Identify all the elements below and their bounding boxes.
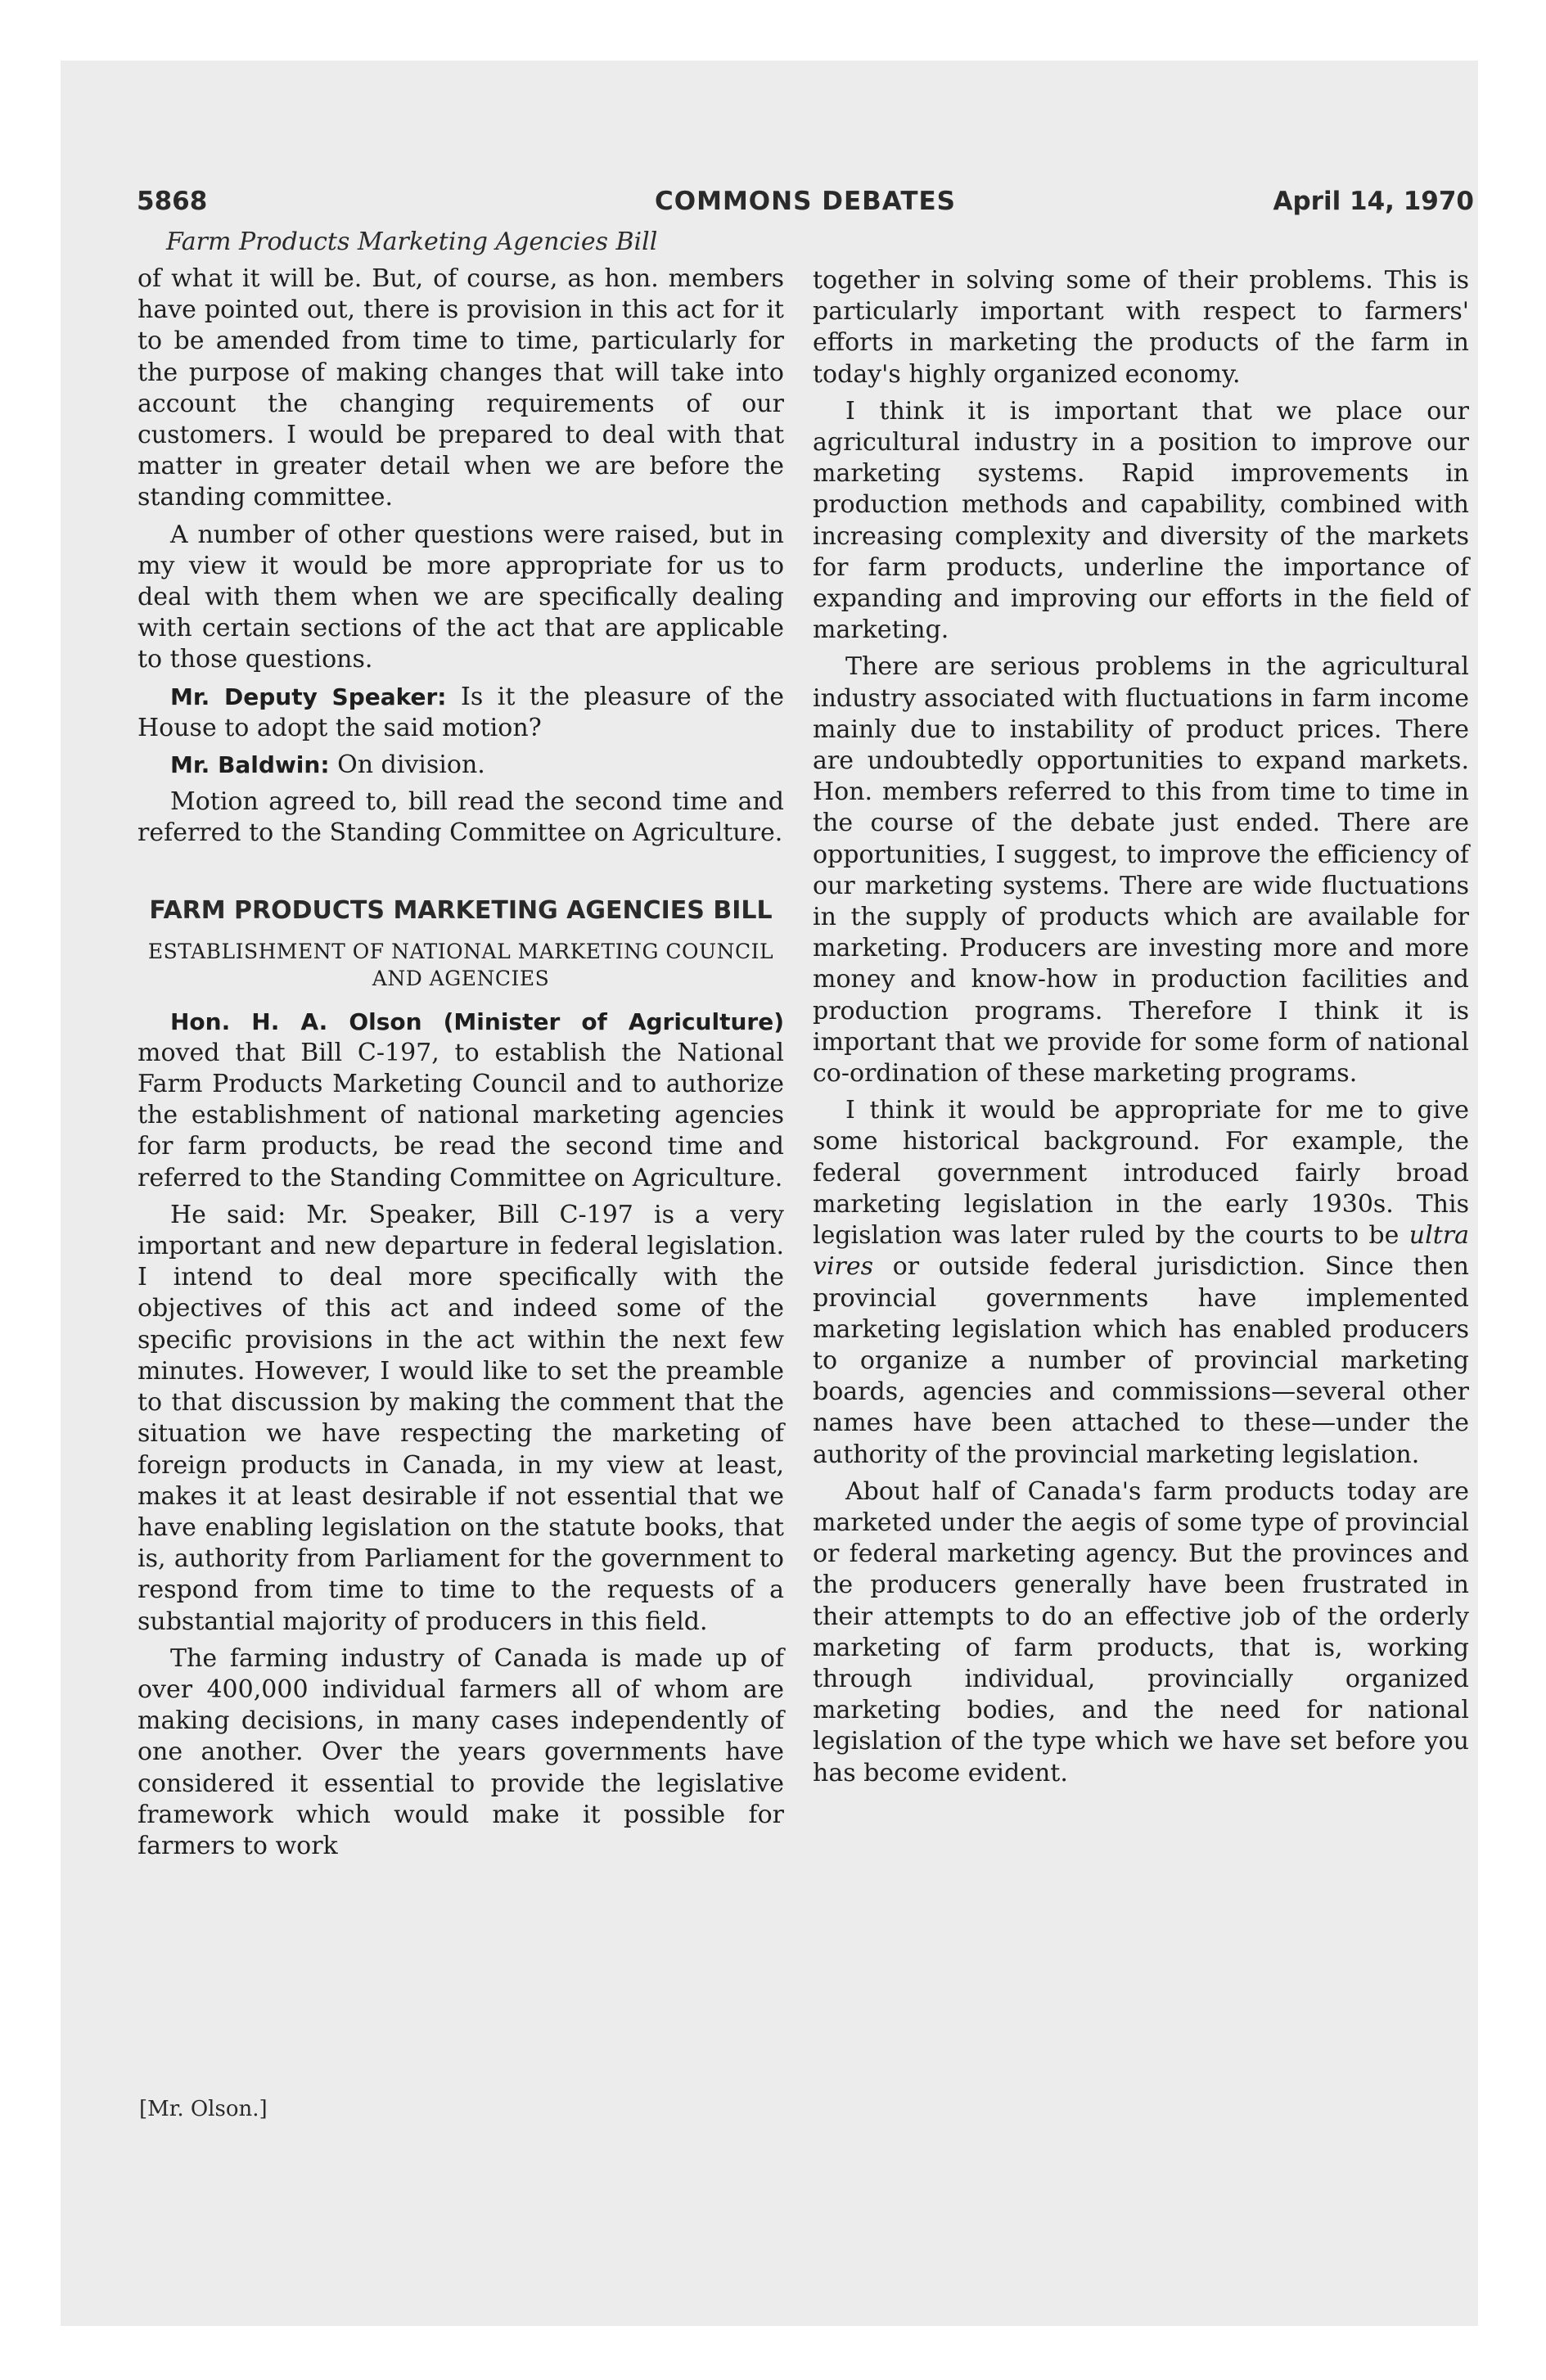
speech-text: Is it the pleasure of the House to adopt the said motion? bbox=[137, 682, 784, 742]
page-number: 5868 bbox=[137, 187, 208, 216]
publication-title: COMMONS DEBATES bbox=[655, 187, 956, 216]
speaker-footnote: [Mr. Olson.] bbox=[139, 2097, 268, 2121]
section-heading: FARM PRODUCTS MARKETING AGENCIES BILL bbox=[149, 895, 773, 925]
page-date: April 14, 1970 bbox=[1273, 187, 1474, 216]
paragraph: of what it will be. But, of course, as hon. members have pointed out, there is provision in this act for it to be amended from time to time, particularly for the purpose of making changes that will take into account the changing requirements of our customers. I would be prepared to deal with that matter in greater detail when we are before the standing committee. bbox=[137, 264, 784, 512]
paragraph: There are serious problems in the agricultural industry associated with fluctuations in farm income mainly due to instability of product prices. There are undoubtedly opportunities to expand markets. Hon. members referred to this from time to time in the course of the debate just ended. There are opportunities, I suggest, to improve the efficiency of our marketing systems. There are wide fluctuations in the supply of products which are available for marketing. Producers are investing more and more money and know-how in production facilities and production programs. Therefore I think it is important that we provide for some form of national co-ordination of these marketing programs. bbox=[813, 652, 1469, 1089]
paragraph-text: or outside federal jurisdiction. Since then provincial governments have implemented marketing legislation which has enabled producers to organize a number of provincial marketing boards, agencies and commissions—several other names have been attached to these—under the authority of the provincial marketing legislation. bbox=[813, 1252, 1469, 1469]
paragraph bbox=[813, 1095, 1469, 1470]
running-title: Farm Products Marketing Agencies Bill bbox=[166, 228, 658, 256]
speaker-name: Hon. H. A. Olson (Minister of Agriculture) bbox=[170, 1007, 784, 1035]
paragraph: About half of Canada's farm products today are marketed under the aegis of some type of provincial or federal marketing agency. But the provinces and the producers generally have been frustrated in their attempts to do an effective job of the orderly marketing of farm products, that is, working through individual, provincially organized marketing bodies, and the need for national legislation of the type which we have set before you has become evident. bbox=[813, 1476, 1469, 1787]
speaker-name: Mr. Baldwin: bbox=[170, 751, 330, 779]
speech-text: moved that Bill C-197, to establish the National Farm Products Marketing Council and to authorize the establishment of national marketing agencies for farm products, be read the second time and referred to the Standing Committee on Agriculture. bbox=[137, 1038, 784, 1192]
paragraph: Motion agreed to, bill read the second time and referred to the Standing Committee on Agriculture. bbox=[137, 787, 784, 848]
sub-heading: ESTABLISHMENT OF NATIONAL MARKETING COUNCIL AND AGENCIES bbox=[147, 939, 774, 990]
speaker-name: Mr. Deputy Speaker: bbox=[170, 683, 447, 710]
paragraph: He said: Mr. Speaker, Bill C-197 is a very important and new departure in federal legislation. I intend to deal more specifically with the objectives of this act and indeed some of the specific provisions in the act within the next few minutes. However, I would like to set the preamble to that discussion by making the comment that the situation we have respecting the marketing of foreign products in Canada, in my view at least, makes it at least desirable if not essential that we have enabling legislation on the statute books, that is, authority from Parliament for the government to respond from time to time to the requests of a substantial majority of producers in this field. bbox=[137, 1200, 784, 1636]
paragraph-text: I think it would be appropriate for me to give some historical background. For example, the federal government introduced fairly broad marketing legislation in the early 1930s. This legislation was later ruled by the courts to be bbox=[813, 1096, 1469, 1251]
paragraph: The farming industry of Canada is made up of over 400,000 individual farmers all of whom are making decisions, in many cases independently of one another. Over the years governments have considered it essential to provide the legislative framework which would make it possible for farmers to work bbox=[137, 1643, 784, 1860]
paragraph: together in solving some of their problems. This is particularly important with respect to farmers' efforts in marketing the products of the farm in today's highly organized economy. bbox=[813, 266, 1469, 389]
italic-term: ultra vires bbox=[813, 1221, 1469, 1282]
speech-text: On division. bbox=[337, 751, 485, 780]
paragraph bbox=[137, 682, 784, 744]
right-column bbox=[813, 265, 1469, 1795]
paragraph bbox=[137, 750, 784, 781]
paragraph: A number of other questions were raised, but in my view it would be more appropriate for us to deal with them when we are specifically dealing with certain sections of the act that are applicable to those questions. bbox=[137, 520, 784, 674]
page-header bbox=[137, 187, 1474, 228]
paragraph bbox=[137, 1007, 784, 1194]
paragraph: I think it is important that we place our agricultural industry in a position to improve our marketing systems. Rapid improvements in production methods and capability, combined with increasing complexity and diversity of the markets for farm products, underline the importance of expanding and improving our efforts in the field of marketing. bbox=[813, 396, 1469, 645]
left-column bbox=[137, 264, 784, 1868]
